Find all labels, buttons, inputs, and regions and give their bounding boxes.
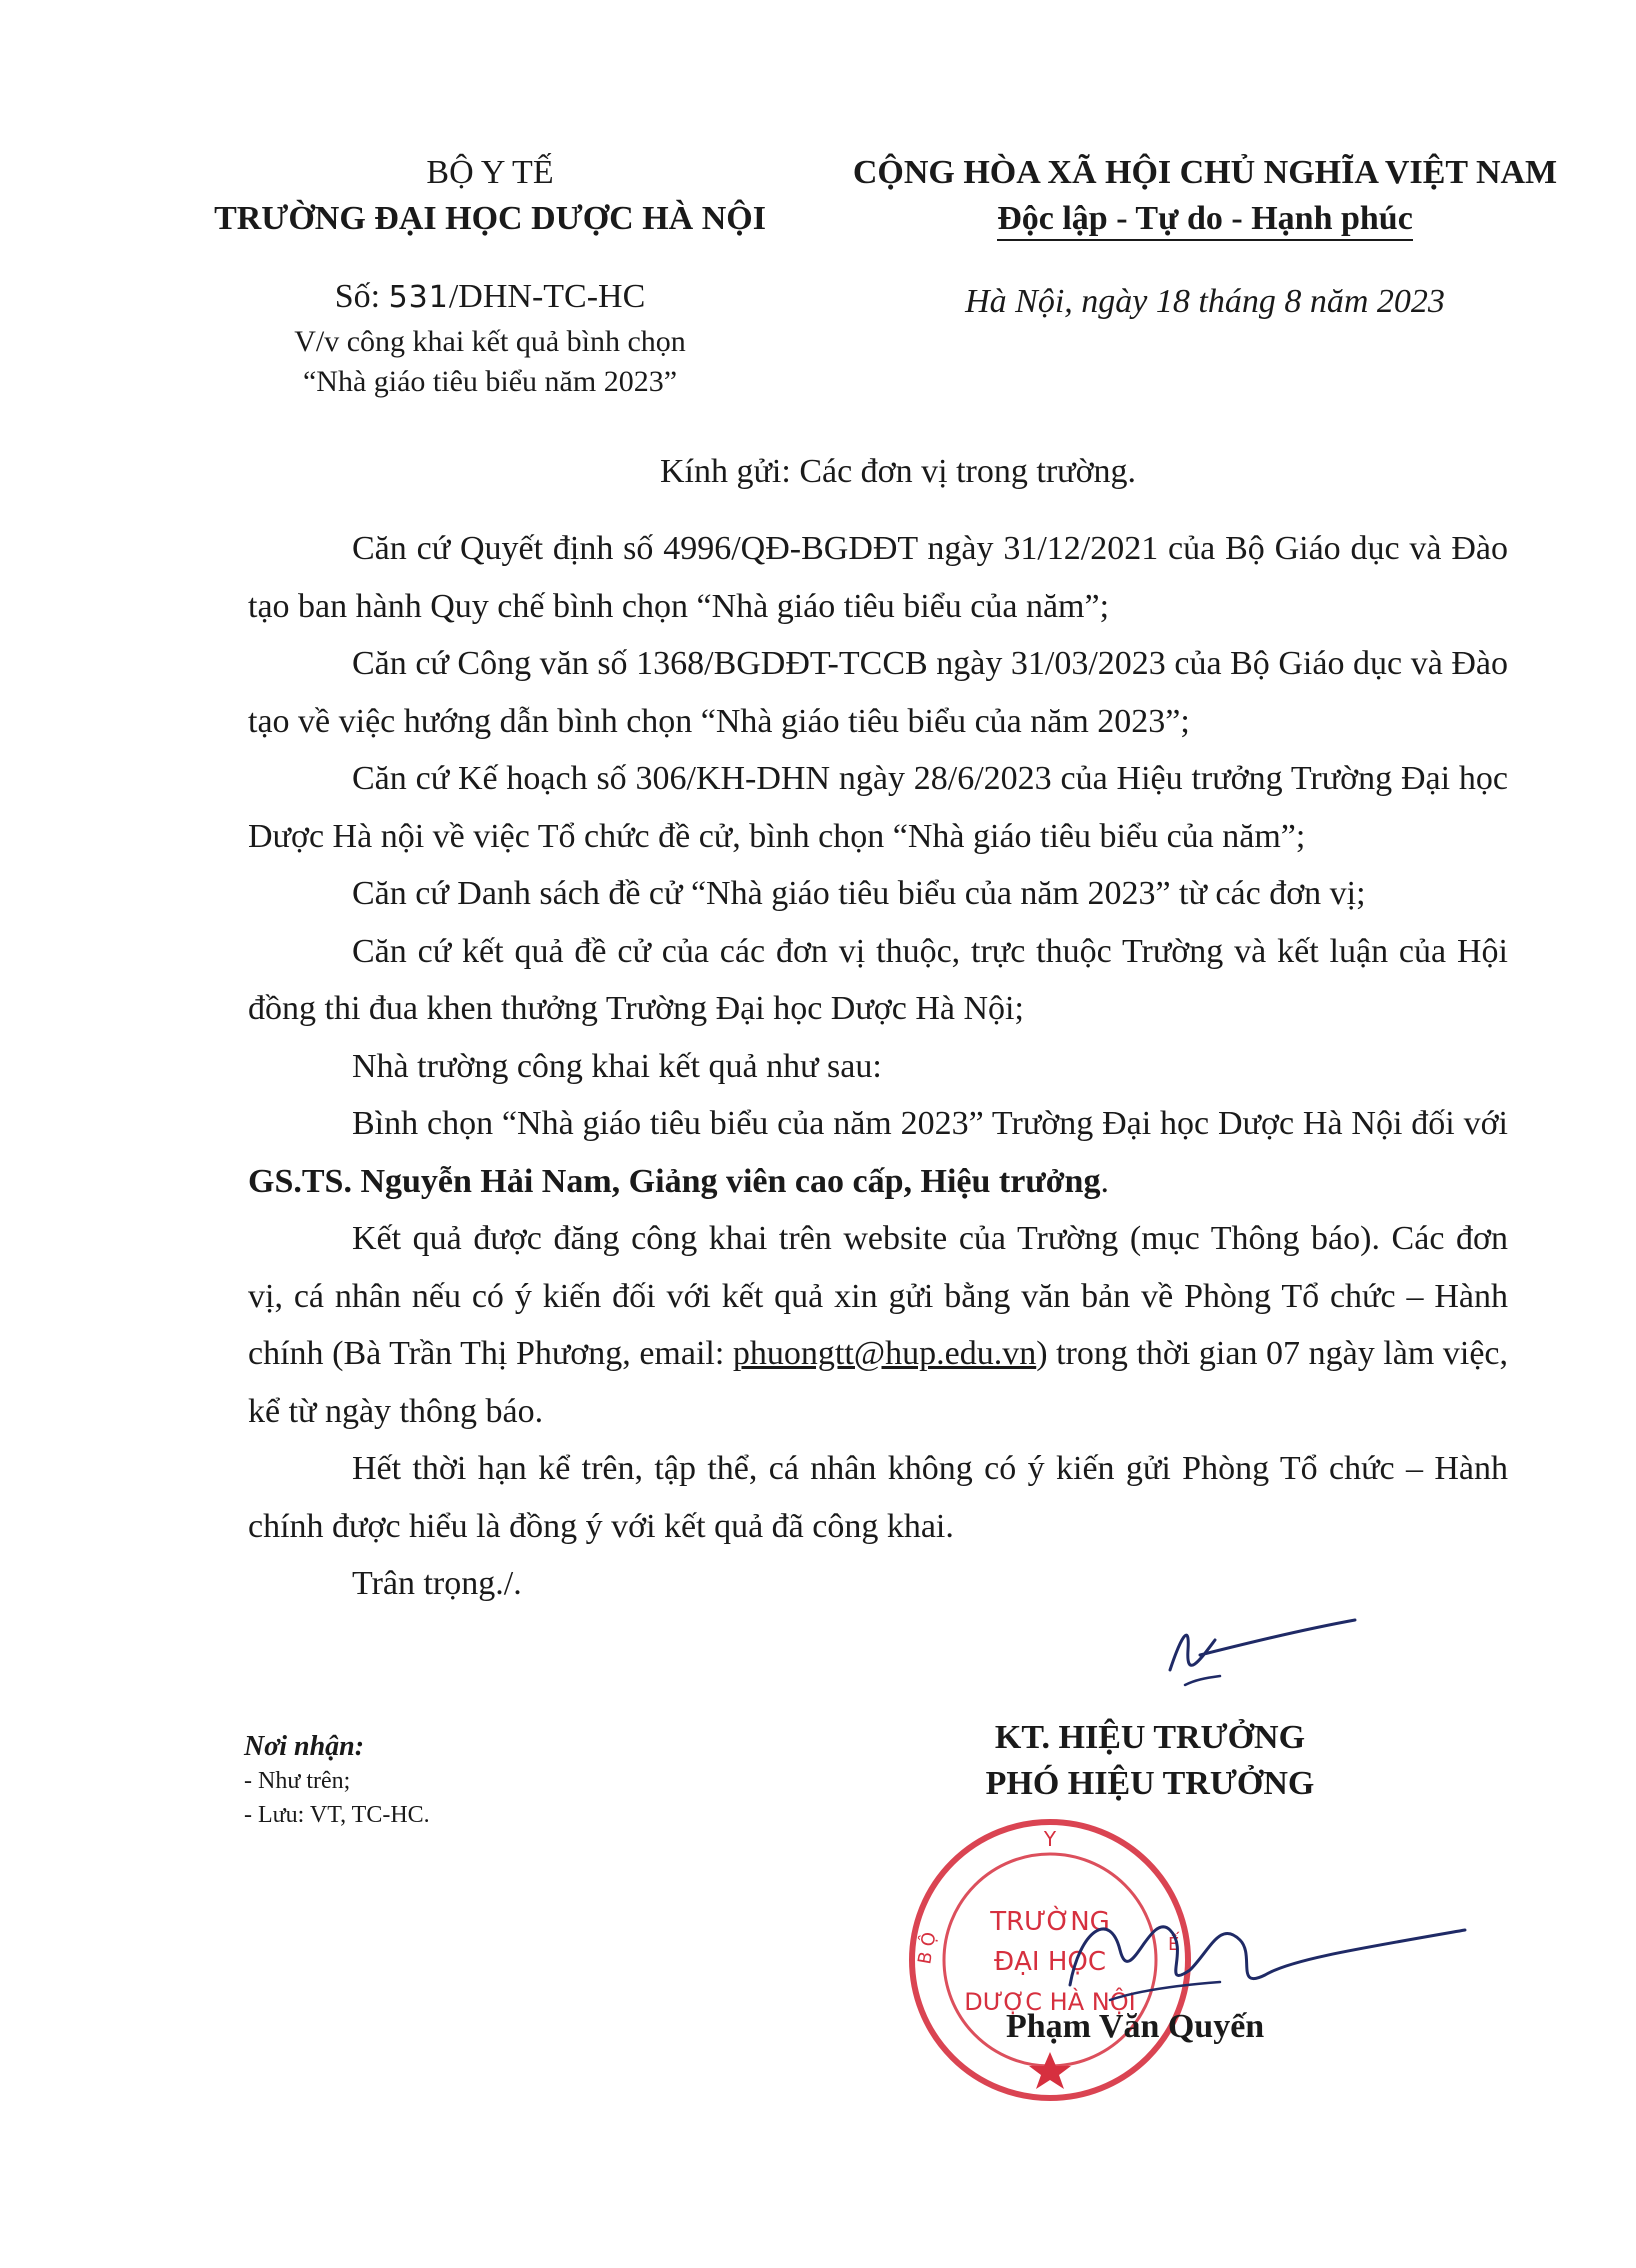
paragraph-8-end: ) trong thời gian 07 ngày làm việc, kể từ ngày thông báo. xyxy=(248,1335,1509,1430)
number-label: Số: xyxy=(334,278,389,315)
recipient-item-1: - Như trên; xyxy=(244,1768,351,1794)
handwritten-signature xyxy=(1050,1890,1470,2020)
paragraph-4: Căn cứ Danh sách đề cử “Nhà giáo tiêu biểu của năm 2023” từ các đơn vị; xyxy=(352,875,1366,912)
seal-right-letter: Ế xyxy=(1168,1934,1180,1955)
paragraph-7-text: Bình chọn “Nhà giáo tiêu biểu của năm 2023” Trường Đại học Dược Hà Nội đối với xyxy=(352,1105,1508,1142)
document-number xyxy=(180,275,800,320)
recipients-list xyxy=(244,1730,744,1832)
paragraph-2: Căn cứ Công văn số 1368/BGDĐT-TCCB ngày 31/03/2023 của Bộ Giáo dục và Đào tạo về việc hướng dẫn bình chọn “Nhà giáo tiêu biểu của năm 2023”; xyxy=(248,645,1508,740)
paragraph-8-text: Kết quả được đăng công khai trên website của Trường (mục Thông báo). Các đơn vị, cá nhân nếu có ý kiến đối với kết quả xin gửi bằng văn bản về Phòng Tổ chức – Hành chính (Bà Trần Thị Phương, email: xyxy=(248,1220,1508,1372)
seal-line-1: TRƯỜNG xyxy=(990,1907,1110,1937)
paragraph-3: Căn cứ Kế hoạch số 306/KH-DHN ngày 28/6/2023 của Hiệu trưởng Trường Đại học Dược Hà nội về việc Tổ chức đề cử, bình chọn “Nhà giáo tiêu biểu của năm”; xyxy=(248,760,1508,855)
seal-left-letters: B Ộ xyxy=(914,1930,941,1966)
seal-top-letter: Y xyxy=(1043,1827,1057,1851)
subject-line-1: V/v công khai kết quả bình chọn xyxy=(294,325,686,358)
signature-block xyxy=(870,1715,1430,1807)
recipients-title: Nơi nhận: xyxy=(244,1731,365,1762)
national-header xyxy=(790,150,1620,242)
ministry-name: BỘ Y TẾ xyxy=(426,154,554,191)
issuer-header xyxy=(180,150,800,242)
national-motto: Độc lập - Tự do - Hạnh phúc xyxy=(997,199,1413,241)
subject-line-2: “Nhà giáo tiêu biểu năm 2023” xyxy=(302,365,678,398)
school-name: TRƯỜNG ĐẠI HỌC DƯỢC HÀ NỘI xyxy=(214,200,766,237)
number-code: /DHN-TC-HC xyxy=(448,278,646,315)
email-link[interactable]: phuongtt@hup.edu.vn xyxy=(732,1335,1037,1372)
nation-name: CỘNG HÒA XÃ HỘI CHỦ NGHĨA VIỆT NAM xyxy=(852,154,1558,191)
handwritten-number: 531 xyxy=(388,280,449,315)
seal-line-3: DƯỢC HÀ NỘI xyxy=(964,1988,1136,2016)
seal-star-icon xyxy=(1029,2052,1071,2089)
document-body xyxy=(248,520,1508,1613)
paragraph-9: Hết thời hạn kể trên, tập thể, cá nhân không có ý kiến gửi Phòng Tổ chức – Hành chính được hiểu là đồng ý với kết quả đã công khai. xyxy=(248,1450,1508,1545)
paragraph-10: Trân trọng./. xyxy=(352,1565,522,1602)
honoree-name: GS.TS. Nguyễn Hải Nam, Giảng viên cao cấp, Hiệu trưởng xyxy=(248,1162,1101,1200)
document-subject xyxy=(180,322,800,402)
signatory-title-2: PHÓ HIỆU TRƯỞNG xyxy=(985,1765,1315,1802)
paragraph-1: Căn cứ Quyết định số 4996/QĐ-BGDĐT ngày 31/12/2021 của Bộ Giáo dục và Đào tạo ban hành Quy chế bình chọn “Nhà giáo tiêu biểu của năm”; xyxy=(248,530,1508,625)
recipient-item-2: - Lưu: VT, TC-HC. xyxy=(244,1802,430,1828)
recipient-line: Kính gửi: Các đơn vị trong trường. xyxy=(660,453,1137,490)
paragraph-7-end: . xyxy=(1100,1162,1109,1200)
signatory-name: Phạm Văn Quyến xyxy=(1006,2008,1265,2045)
signatory-title-1: KT. HIỆU TRƯỞNG xyxy=(994,1719,1306,1756)
seal-line-2: ĐẠI HỌC xyxy=(993,1947,1107,1977)
paragraph-6: Nhà trường công khai kết quả như sau: xyxy=(352,1047,882,1085)
document-date: Hà Nội, ngày 18 tháng 8 năm 2023 xyxy=(965,283,1445,320)
paragraph-7 xyxy=(248,1095,1508,1210)
paragraph-5: Căn cứ kết quả đề cử của các đơn vị thuộc, trực thuộc Trường và kết luận của Hội đồng thi đua khen thưởng Trường Đại học Dược Hà Nội; xyxy=(248,932,1508,1027)
initial-signature-mark xyxy=(1160,1600,1360,1700)
paragraph-8 xyxy=(248,1210,1508,1440)
